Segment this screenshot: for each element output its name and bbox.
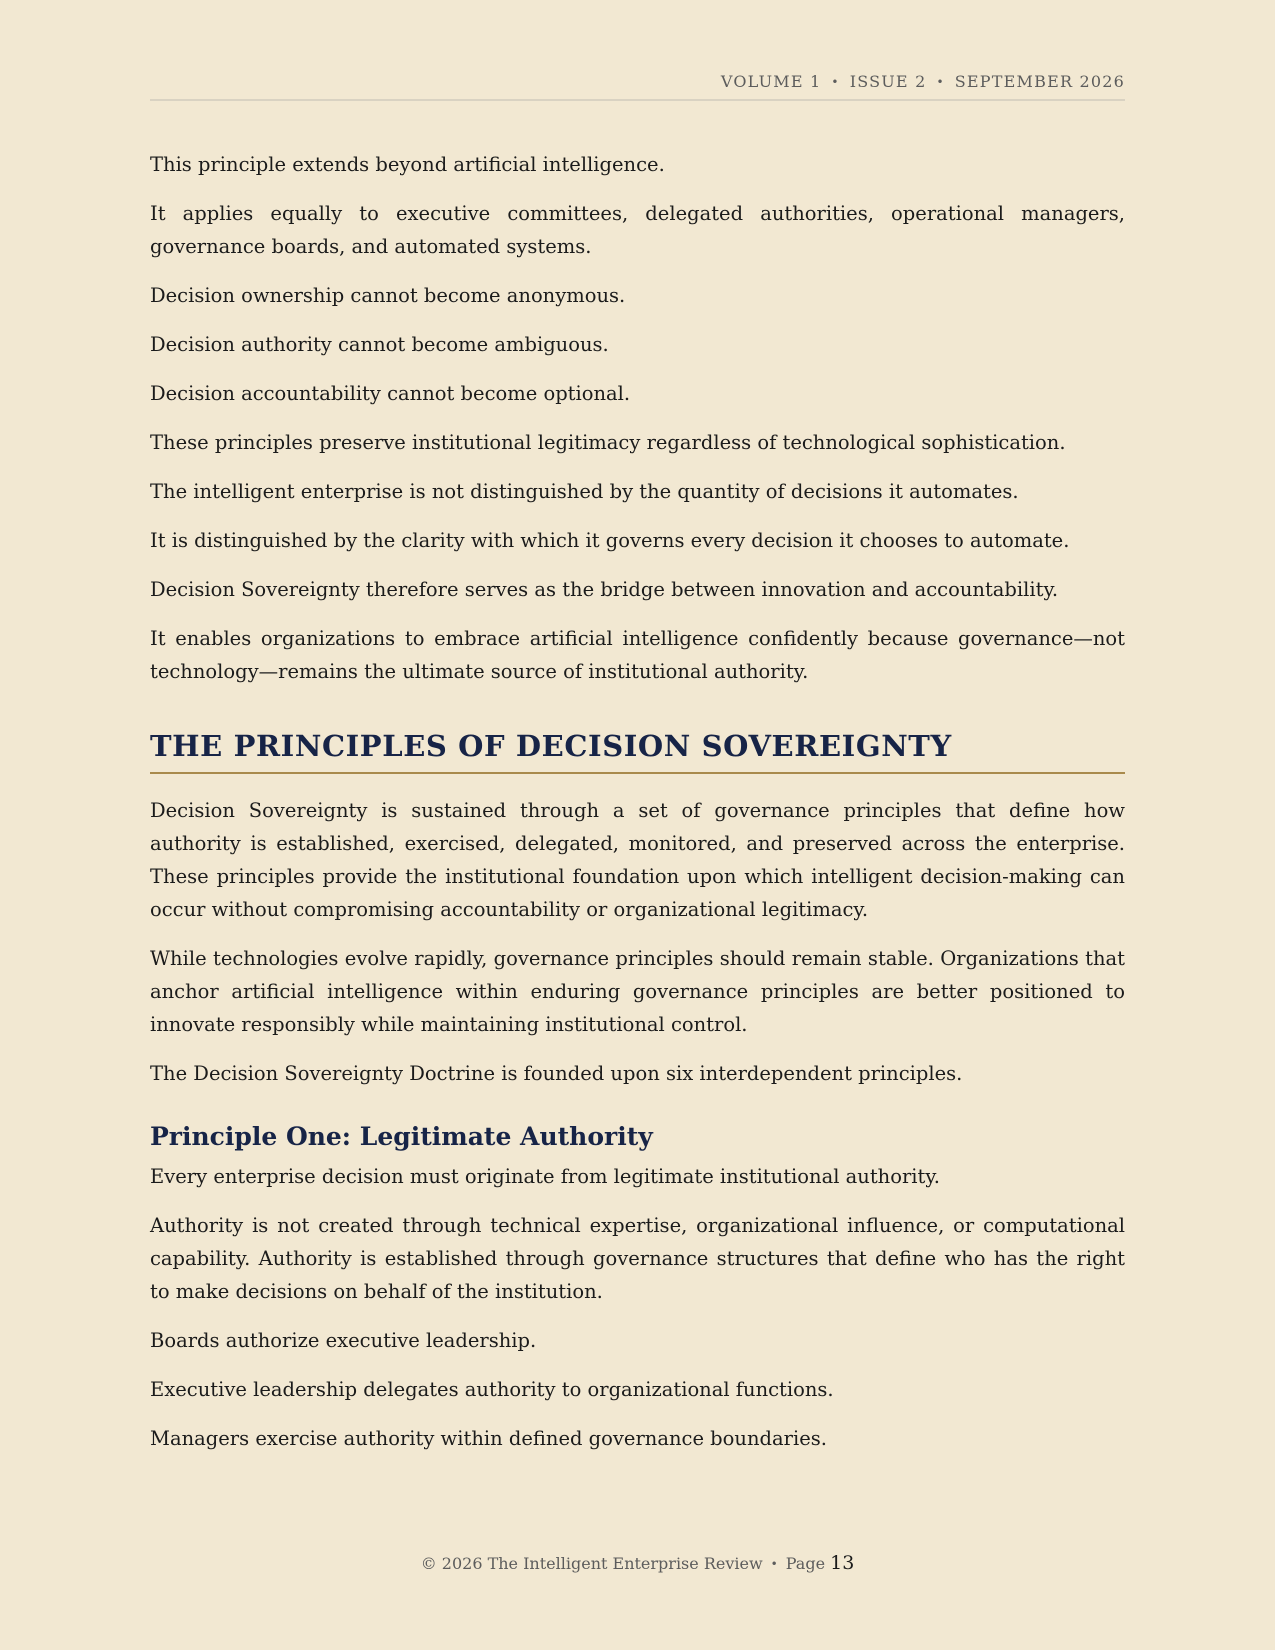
subsection-heading: Principle One: Legitimate Authority	[150, 1122, 653, 1151]
section-paragraph: The Decision Sovereignty Doctrine is founded upon six interdependent principles.	[150, 1062, 963, 1085]
running-header	[150, 72, 1125, 101]
page-number: 13	[830, 1552, 855, 1574]
header-separator: •	[831, 75, 840, 89]
body-paragraph: These principles preserve institutional legitimacy regardless of technological sophistication.	[150, 431, 1066, 454]
body-paragraph: Decision authority cannot become ambiguous.	[150, 333, 609, 356]
header-date: SEPTEMBER 2026	[954, 72, 1125, 91]
subsection-paragraph: Authority is not created through technical expertise, organizational influence, or computational capability. Authority is established through governance structures that define who has the right to make decisions on behalf of the institution.	[150, 1214, 1125, 1303]
body-paragraph: It applies equally to executive committees, delegated authorities, operational managers, governance boards, and automated systems.	[150, 202, 1125, 258]
section-paragraph: Decision Sovereignty is sustained through a set of governance principles that define how authority is established, exercised, delegated, monitored, and preserved across the enterprise. These principles provide the institutional foundation upon which intelligent decision-making can occur without compromising accountability or organizational legitimacy.	[150, 799, 1125, 921]
header-volume: VOLUME 1	[720, 72, 822, 91]
subsection-paragraph: Managers exercise authority within defined governance boundaries.	[150, 1427, 827, 1450]
body-paragraph: Decision ownership cannot become anonymous.	[150, 284, 626, 307]
body-paragraph: This principle extends beyond artificial intelligence.	[150, 153, 665, 176]
body-paragraph: It is distinguished by the clarity with which it governs every decision it chooses to automate.	[150, 529, 1070, 552]
header-separator: •	[936, 75, 945, 89]
subsection-paragraph: Executive leadership delegates authority to organizational functions.	[150, 1378, 834, 1401]
subsection-paragraph: Boards authorize executive leadership.	[150, 1329, 537, 1352]
page-footer	[0, 1552, 1275, 1574]
footer-page-label: Page	[785, 1554, 826, 1573]
body-paragraph: Decision accountability cannot become optional.	[150, 382, 631, 405]
body-paragraph: The intelligent enterprise is not distinguished by the quantity of decisions it automates.	[150, 480, 1019, 503]
footer-separator: •	[770, 1557, 778, 1571]
body-paragraph: Decision Sovereignty therefore serves as the bridge between innovation and accountability.	[150, 578, 1059, 601]
article-body	[150, 148, 1125, 1471]
body-paragraph: It enables organizations to embrace artificial intelligence confidently because governance—not technology—remains the ultimate source of institutional authority.	[150, 627, 1125, 683]
section-paragraph: While technologies evolve rapidly, governance principles should remain stable. Organizations that anchor artificial intelligence within enduring governance principles are better positioned to innovate responsibly while maintaining institutional control.	[150, 947, 1125, 1036]
section-heading: THE PRINCIPLES OF DECISION SOVEREIGNTY	[150, 726, 1125, 774]
header-issue: ISSUE 2	[849, 72, 927, 91]
footer-copyright: © 2026 The Intelligent Enterprise Review	[420, 1554, 763, 1573]
subsection-paragraph: Every enterprise decision must originate from legitimate institutional authority.	[150, 1165, 940, 1188]
